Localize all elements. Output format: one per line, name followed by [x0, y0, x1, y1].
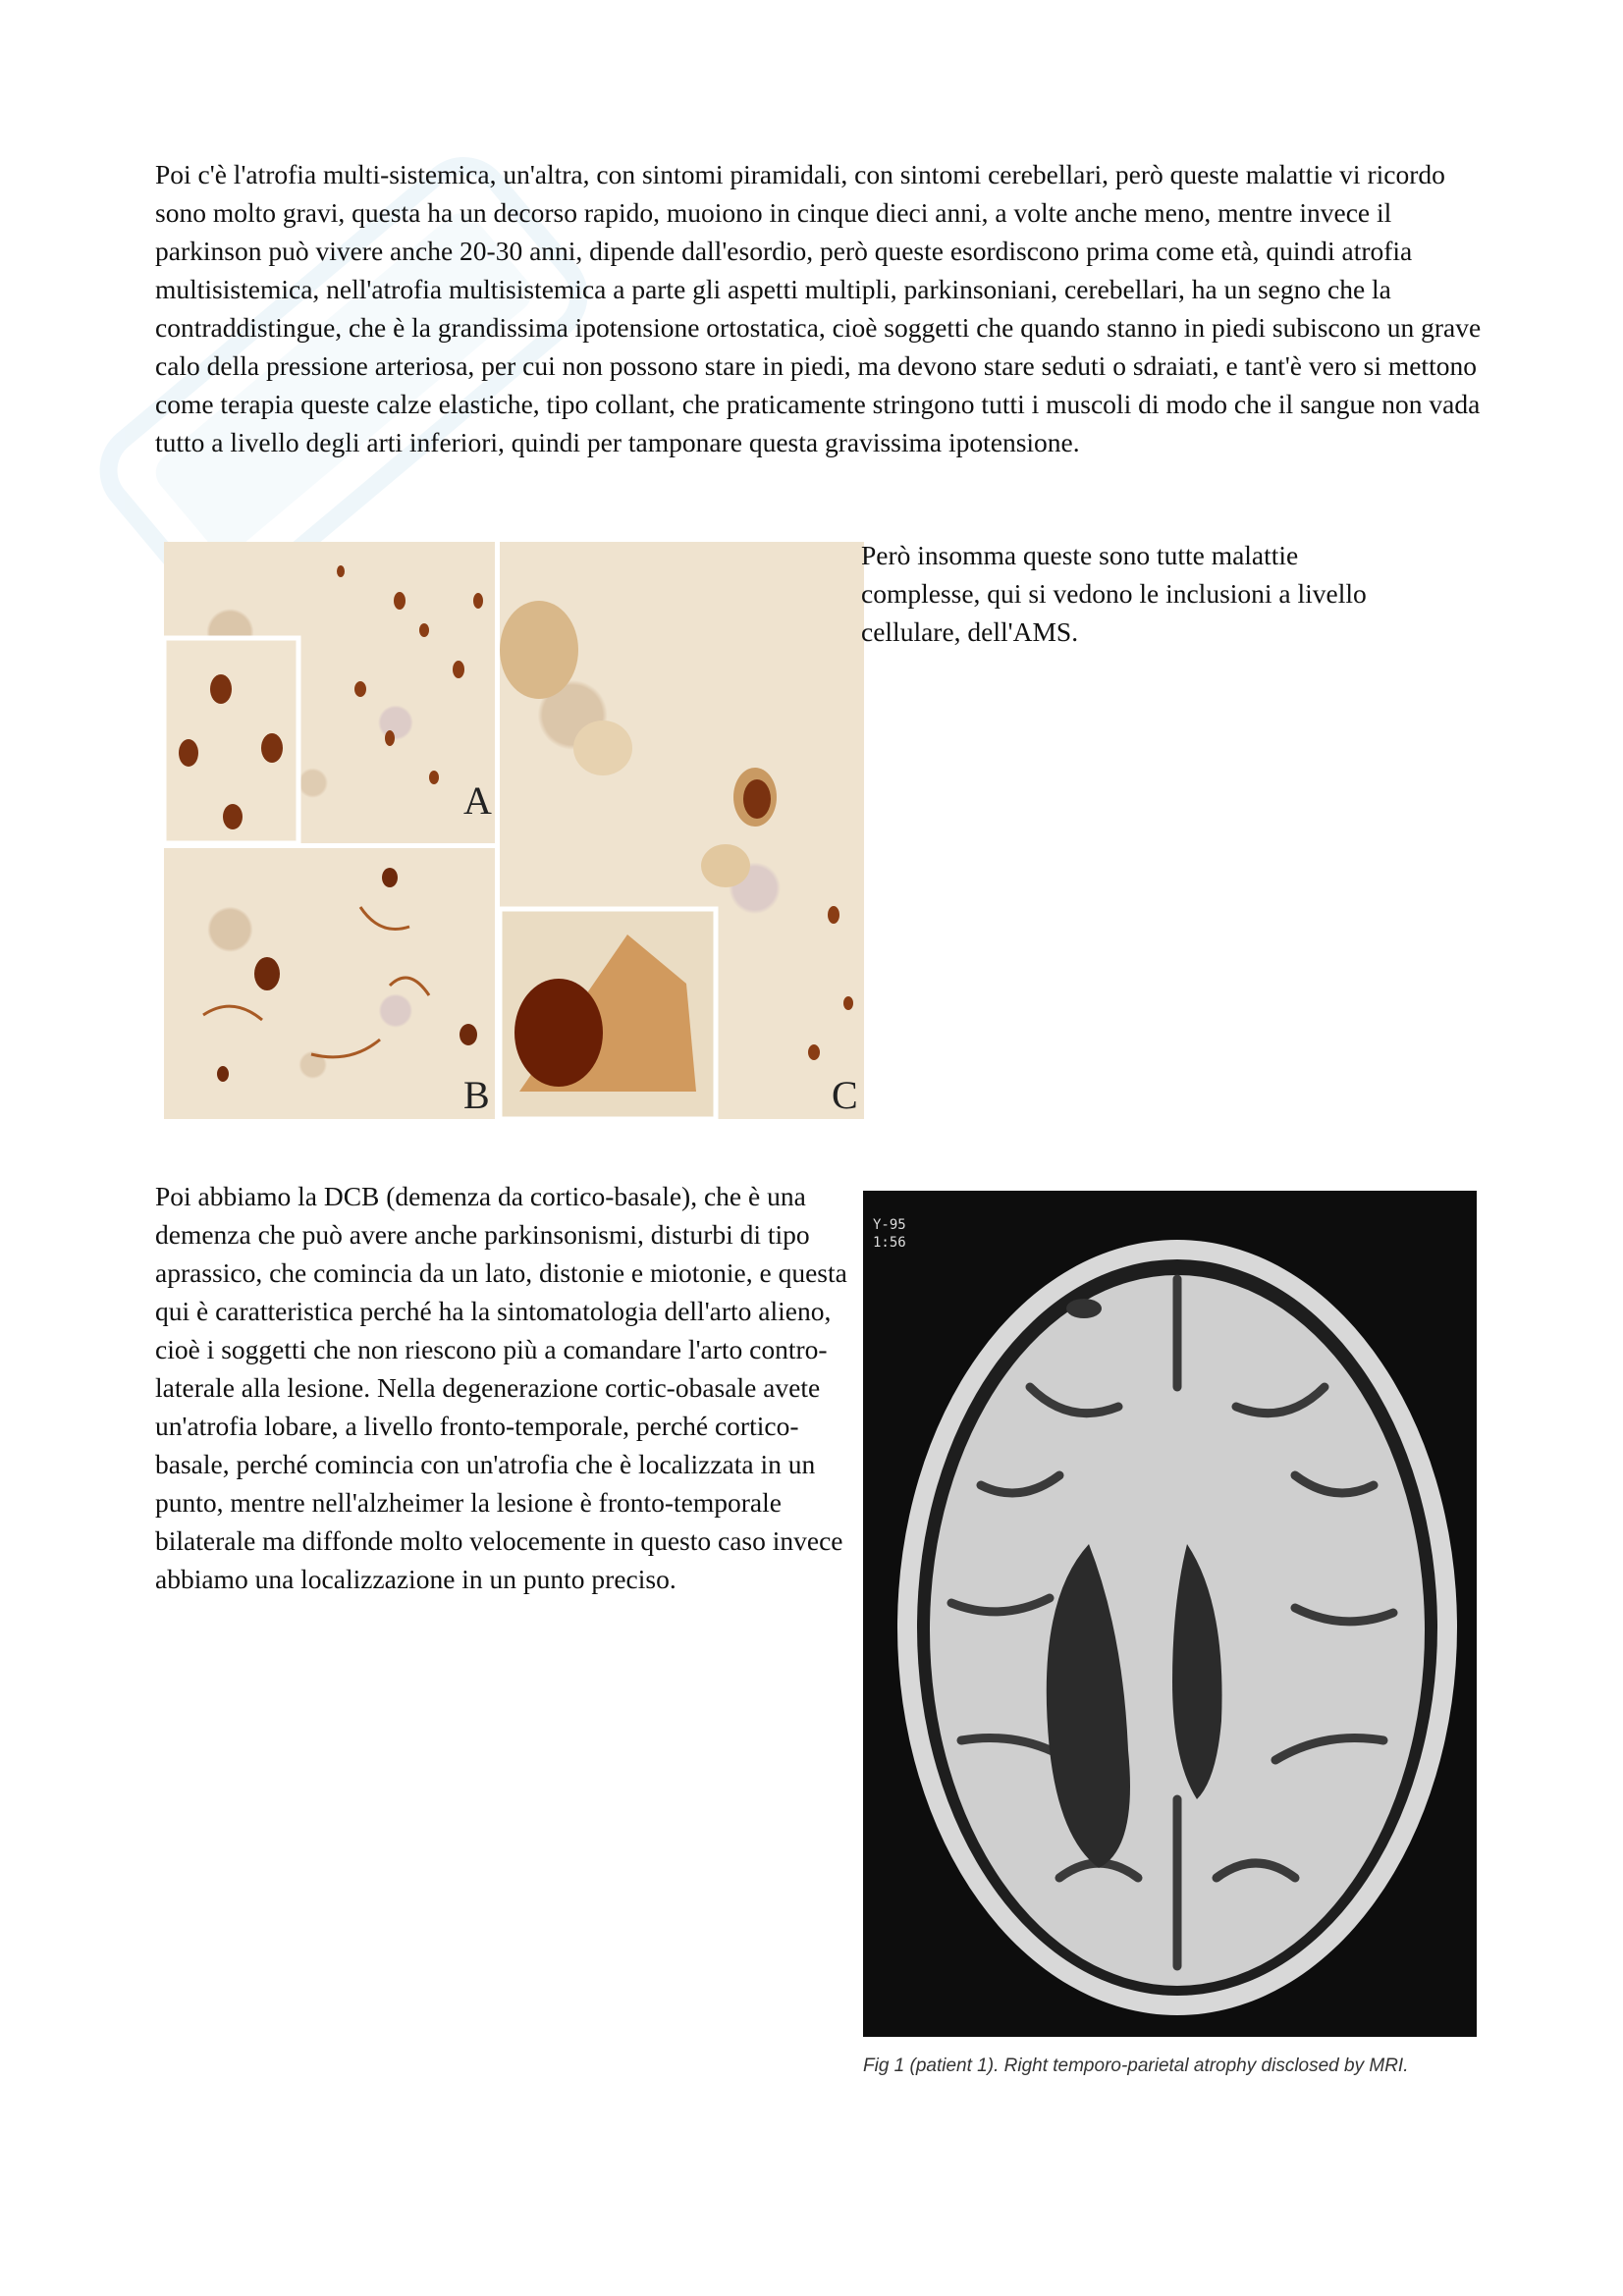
- paragraph-corticobasal-dementia: Poi abbiamo la DCB (demenza da cortico-basale), che è una demenza che può avere anche parkinsonismi, disturbi di tipo aprassico, che comincia da un lato, distonie e miotonie, e questa qui è caratteristica perché ha la sintomatologia dell'arto alieno, cioè i soggetti che non riescono più a comandare l'arto contro-laterale alla lesione. Nella degenerazione cortic-obasale avete un'atrofia lobare, a livello fronto-temporale, perché cortico-basale, perché comincia con un'atrofia che è localizzata in un punto, mentre nell'alzheimer la lesione è fronto-temporale bilaterale ma diffonde molto velocemente in questo caso invece abbiamo una localizzazione in un punto preciso.: [155, 1181, 847, 1594]
- panel-b-tissue-image: [164, 848, 495, 1119]
- mri-figure-caption: Fig 1 (patient 1). Right temporo-parietal atrophy disclosed by MRI.: [863, 2056, 1409, 2076]
- panel-b-label: B: [463, 1073, 490, 1117]
- paragraph-ams-inclusions: Però insomma queste sono tutte malattie complesse, qui si vedono le inclusioni a livello cellulare, dell'AMS.: [861, 540, 1367, 647]
- panel-b: [164, 848, 495, 1119]
- panel-c-label: C: [832, 1073, 858, 1117]
- mri-scan-label: Y-95 1:56: [873, 1217, 906, 1251]
- mri-brain-scan: [863, 1191, 1477, 2037]
- paragraph-multisystem-atrophy: Poi c'è l'atrofia multi-sistemica, un'altra, con sintomi piramidali, con sintomi cerebellari, però queste malattie vi ricordo sono molto gravi, questa ha un decorso rapido, muoiono in cinque dieci anni, a volte anche meno, mentre invece il parkinson può vivere anche 20-30 anni, dipende dall'esordio, però queste esordiscono prima come età, quindi atrofia multisistemica, nell'atrofia multisistemica a parte gli aspetti multipli, parkinsoniani, cerebellari, ha un segno che la contraddistingue, che è la grandissima ipotensione ortostatica, cioè soggetti che quando stanno in piedi subiscono un grave calo della pressione arteriosa, per cui non possono stare in piedi, ma devono stare seduti o sdraiati, e tant'è vero si mettono come terapia queste calze elastiche, tipo collant, che praticamente stringono tutti i muscoli di modo che il sangue non vada tutto a livello degli arti inferiori, quindi per tamponare questa gravissima ipotensione.: [155, 159, 1482, 457]
- panel-a-tissue-image: [164, 542, 495, 843]
- panel-a-label: A: [463, 778, 492, 823]
- panel-c-tissue-image: [500, 542, 864, 1119]
- panel-c: [500, 542, 864, 1119]
- ams-histology-figure: [164, 542, 864, 1119]
- mri-brain-image: [863, 1191, 1477, 2037]
- panel-a: [164, 542, 495, 843]
